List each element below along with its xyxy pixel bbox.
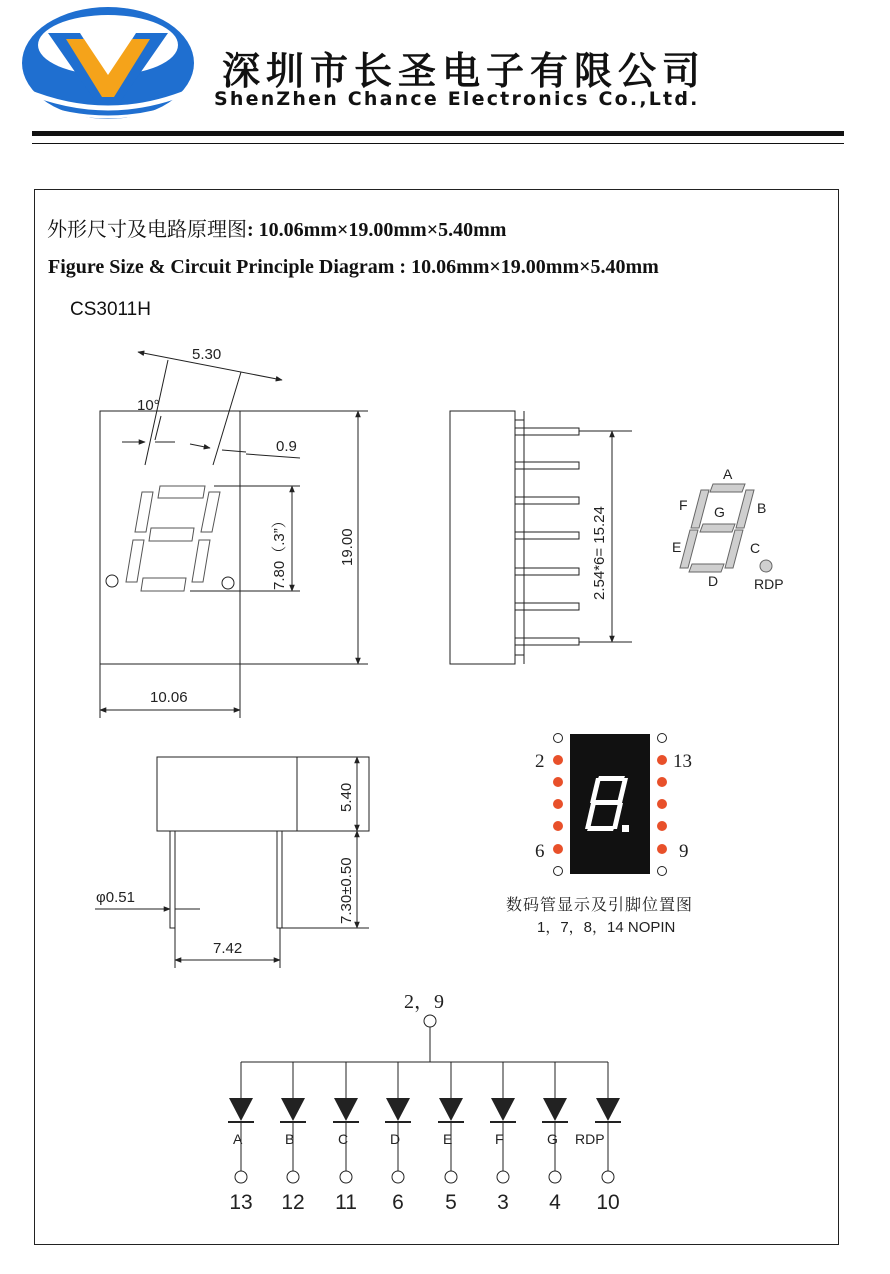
dim-overall-width: 10.06 [150, 689, 188, 706]
diode-leg-g [542, 1062, 568, 1214]
pins-left [553, 734, 563, 876]
dim-thickness: 5.40 [338, 782, 355, 812]
pin-layout-caption: 数码管显示及引脚位置图 [506, 895, 694, 914]
pin-number: 6 [392, 1191, 404, 1214]
seg-label-c: C [750, 540, 761, 556]
seg-label-e: E [672, 539, 682, 555]
pin-number: 13 [229, 1191, 253, 1214]
diode-leg-d [385, 1062, 411, 1214]
circuit-diagram [241, 1015, 608, 1062]
diode-icon [281, 1098, 305, 1121]
diode-icon [491, 1098, 515, 1121]
pin-terminal [340, 1171, 352, 1183]
pin-terminal [602, 1171, 614, 1183]
segment-key-diagram [680, 484, 772, 572]
segment-label: C [338, 1131, 349, 1147]
pin-number: 11 [335, 1191, 357, 1214]
dim-row-spacing: 7.42 [213, 940, 243, 957]
diode-leg-a [228, 1062, 254, 1214]
company-name-cn: 深圳市长圣电子有限公司 [222, 49, 707, 93]
diode-icon [386, 1098, 410, 1121]
segment-label: F [495, 1131, 504, 1147]
diode-icon [229, 1098, 253, 1121]
seg-label-g: G [714, 504, 725, 520]
pin-terminal [287, 1171, 299, 1183]
company-name-en: ShenZhen Chance Electronics Co.,Ltd. [214, 88, 700, 110]
segment-label: G [547, 1131, 558, 1147]
model-number: CS3011H [70, 299, 151, 320]
diode-icon [596, 1098, 620, 1121]
dim-pin-diameter: φ0.51 [96, 889, 135, 906]
diode-leg-rdp [575, 1062, 621, 1214]
bottom-view [95, 757, 369, 968]
bottom-view-labels [96, 783, 355, 957]
pin-terminal [497, 1171, 509, 1183]
title-cn-label: 外形尺寸及电路原理图 [47, 217, 247, 241]
dim-width-top: 5.30 [192, 346, 222, 363]
pin-number: 12 [281, 1191, 305, 1214]
pin-label-right-top: 13 [673, 751, 692, 772]
pin-terminal [445, 1171, 457, 1183]
pin-label-left-bottom: 6 [535, 841, 545, 862]
common-anode-label: 2，9 [404, 991, 444, 1013]
diode-leg-e [438, 1062, 464, 1214]
diode-icon [439, 1098, 463, 1121]
pin-terminal [392, 1171, 404, 1183]
pins-right [657, 734, 667, 876]
diode-leg-c [333, 1062, 359, 1214]
pin-number: 10 [596, 1191, 620, 1214]
segment-label: D [390, 1131, 401, 1147]
pin-terminal [549, 1171, 561, 1183]
diode-leg-f [490, 1062, 516, 1214]
diode-icon [543, 1098, 567, 1121]
front-view-labels [137, 346, 356, 706]
dim-pin-length: 7.30±0.50 [338, 857, 355, 924]
title-cn-dims: : 10.06mm×19.00mm×5.40mm [247, 219, 507, 241]
dim-slant-angle: 10° [137, 397, 160, 414]
seg-label-d: D [708, 573, 719, 589]
title-en: Figure Size & Circuit Principle Diagram : 10.06mm×19.00mm×5.40mm [48, 256, 659, 278]
nopin-note: 1，7，8，14 NOPIN [537, 919, 676, 936]
dim-digit-height: 7.80（.3”） [271, 513, 288, 590]
dim-stroke: 0.9 [276, 438, 297, 455]
seg-label-f: F [679, 497, 688, 513]
circuit-legs [228, 1062, 621, 1214]
pin-number: 5 [445, 1191, 457, 1214]
pin-terminal [235, 1171, 247, 1183]
seg-label-b: B [757, 500, 767, 516]
segment-label: B [285, 1131, 295, 1147]
seg-label-a: A [723, 466, 733, 482]
pin-label-left-top: 2 [535, 751, 545, 772]
pin-layout-diagram [553, 734, 667, 876]
diode-icon [334, 1098, 358, 1121]
seg-label-dp: RDP [754, 576, 784, 592]
pin-label-right-bottom: 9 [679, 841, 689, 862]
dim-pin-pitch: 2.54*6= 15.24 [591, 506, 608, 600]
pin-number: 4 [549, 1191, 561, 1214]
segment-label: RDP [575, 1131, 605, 1147]
segment-label: A [233, 1131, 243, 1147]
pin-number: 3 [497, 1191, 509, 1214]
dim-overall-height: 19.00 [339, 528, 356, 566]
diode-leg-b [280, 1062, 306, 1214]
segment-label: E [443, 1131, 453, 1147]
